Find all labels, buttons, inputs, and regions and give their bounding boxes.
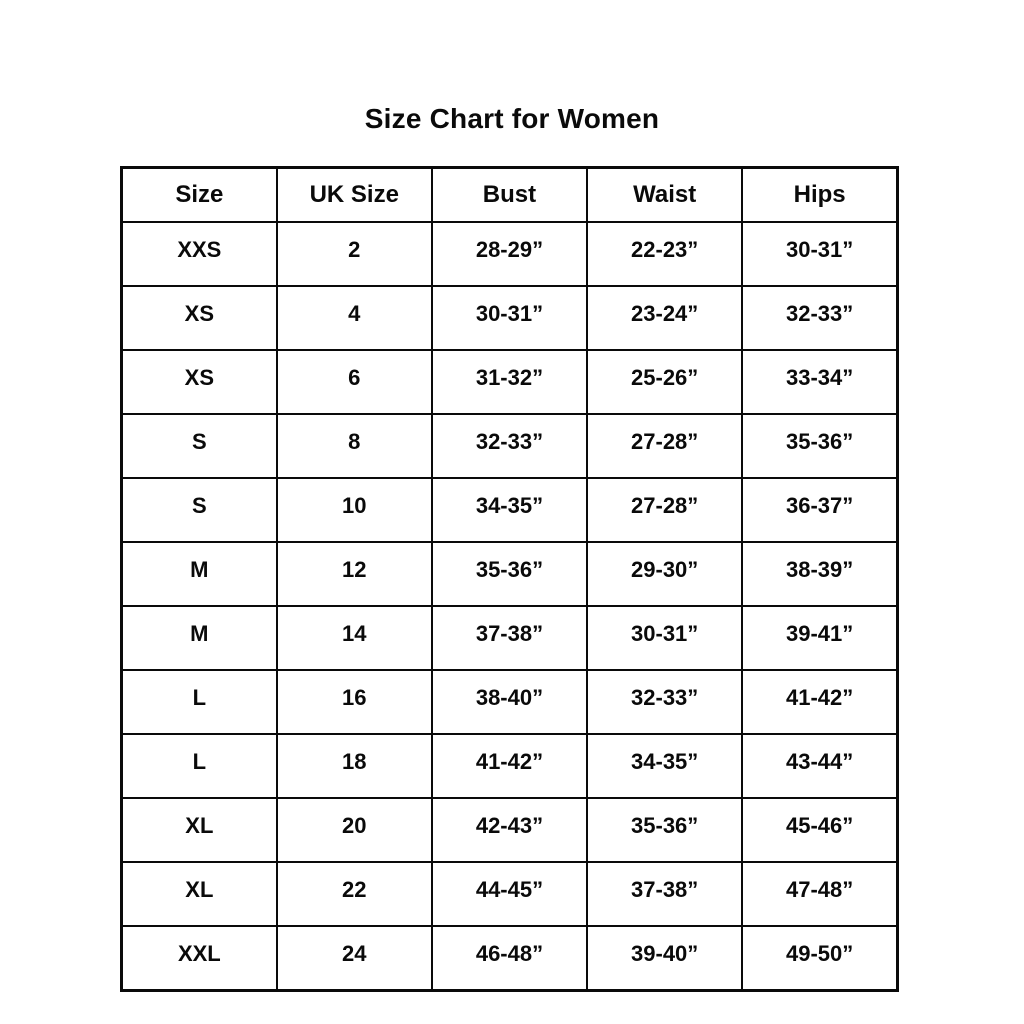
table-cell-size: XL bbox=[122, 862, 277, 926]
table-cell-waist: 25-26” bbox=[587, 350, 742, 414]
table-cell-waist: 27-28” bbox=[587, 414, 742, 478]
table-cell-bust: 32-33” bbox=[432, 414, 587, 478]
table-cell-uk_size: 18 bbox=[277, 734, 432, 798]
table-cell-bust: 30-31” bbox=[432, 286, 587, 350]
table-row bbox=[122, 606, 898, 670]
table-cell-bust: 31-32” bbox=[432, 350, 587, 414]
table-cell-size: XL bbox=[122, 798, 277, 862]
table-cell-waist: 32-33” bbox=[587, 670, 742, 734]
table-cell-size: S bbox=[122, 478, 277, 542]
table-cell-bust: 38-40” bbox=[432, 670, 587, 734]
table-header bbox=[122, 168, 898, 223]
table-cell-uk_size: 14 bbox=[277, 606, 432, 670]
table-cell-waist: 39-40” bbox=[587, 926, 742, 991]
table-cell-waist: 29-30” bbox=[587, 542, 742, 606]
table-cell-hips: 45-46” bbox=[742, 798, 897, 862]
page-title: Size Chart for Women bbox=[364, 103, 660, 134]
table-cell-hips: 49-50” bbox=[742, 926, 897, 991]
table-cell-hips: 41-42” bbox=[742, 670, 897, 734]
table-cell-waist: 27-28” bbox=[587, 478, 742, 542]
table-row bbox=[122, 222, 898, 286]
table-cell-hips: 47-48” bbox=[742, 862, 897, 926]
table-cell-waist: 37-38” bbox=[587, 862, 742, 926]
table-cell-bust: 28-29” bbox=[432, 222, 587, 286]
column-header-bust: Bust bbox=[432, 168, 587, 223]
table-cell-bust: 35-36” bbox=[432, 542, 587, 606]
table-cell-bust: 44-45” bbox=[432, 862, 587, 926]
table-cell-hips: 43-44” bbox=[742, 734, 897, 798]
table-cell-waist: 35-36” bbox=[587, 798, 742, 862]
table-cell-hips: 30-31” bbox=[742, 222, 897, 286]
table-cell-waist: 30-31” bbox=[587, 606, 742, 670]
table-cell-bust: 46-48” bbox=[432, 926, 587, 991]
table-cell-size: S bbox=[122, 414, 277, 478]
column-header-waist: Waist bbox=[587, 168, 742, 223]
table-row bbox=[122, 414, 898, 478]
table-cell-size: L bbox=[122, 670, 277, 734]
table-row bbox=[122, 926, 898, 991]
table-cell-uk_size: 12 bbox=[277, 542, 432, 606]
table-cell-uk_size: 20 bbox=[277, 798, 432, 862]
table-row bbox=[122, 286, 898, 350]
table-cell-uk_size: 4 bbox=[277, 286, 432, 350]
table-row bbox=[122, 350, 898, 414]
table-cell-uk_size: 22 bbox=[277, 862, 432, 926]
table-body bbox=[122, 222, 898, 991]
table-cell-hips: 36-37” bbox=[742, 478, 897, 542]
table-cell-size: M bbox=[122, 542, 277, 606]
column-header-size: Size bbox=[122, 168, 277, 223]
table-cell-waist: 22-23” bbox=[587, 222, 742, 286]
table-cell-size: M bbox=[122, 606, 277, 670]
table-cell-size: XS bbox=[122, 350, 277, 414]
table-cell-bust: 37-38” bbox=[432, 606, 587, 670]
table-row bbox=[122, 670, 898, 734]
table-cell-uk_size: 10 bbox=[277, 478, 432, 542]
table-cell-uk_size: 24 bbox=[277, 926, 432, 991]
column-header-hips: Hips bbox=[742, 168, 897, 223]
table-cell-waist: 23-24” bbox=[587, 286, 742, 350]
table-row bbox=[122, 734, 898, 798]
table-cell-size: XXL bbox=[122, 926, 277, 991]
column-header-uk-size: UK Size bbox=[277, 168, 432, 223]
table-cell-uk_size: 2 bbox=[277, 222, 432, 286]
table-cell-uk_size: 8 bbox=[277, 414, 432, 478]
table-cell-bust: 34-35” bbox=[432, 478, 587, 542]
table-cell-uk_size: 6 bbox=[277, 350, 432, 414]
table-cell-size: XXS bbox=[122, 222, 277, 286]
table-header-row bbox=[122, 168, 898, 223]
table-cell-waist: 34-35” bbox=[587, 734, 742, 798]
table-cell-hips: 33-34” bbox=[742, 350, 897, 414]
table-row bbox=[122, 798, 898, 862]
table-row bbox=[122, 478, 898, 542]
table-row bbox=[122, 862, 898, 926]
table-cell-hips: 35-36” bbox=[742, 414, 897, 478]
table-cell-hips: 38-39” bbox=[742, 542, 897, 606]
table-cell-hips: 39-41” bbox=[742, 606, 897, 670]
table-cell-size: XS bbox=[122, 286, 277, 350]
table-cell-bust: 42-43” bbox=[432, 798, 587, 862]
table-cell-hips: 32-33” bbox=[742, 286, 897, 350]
table-cell-size: L bbox=[122, 734, 277, 798]
table-cell-bust: 41-42” bbox=[432, 734, 587, 798]
size-chart-table bbox=[120, 166, 899, 992]
table-cell-uk_size: 16 bbox=[277, 670, 432, 734]
table-row bbox=[122, 542, 898, 606]
